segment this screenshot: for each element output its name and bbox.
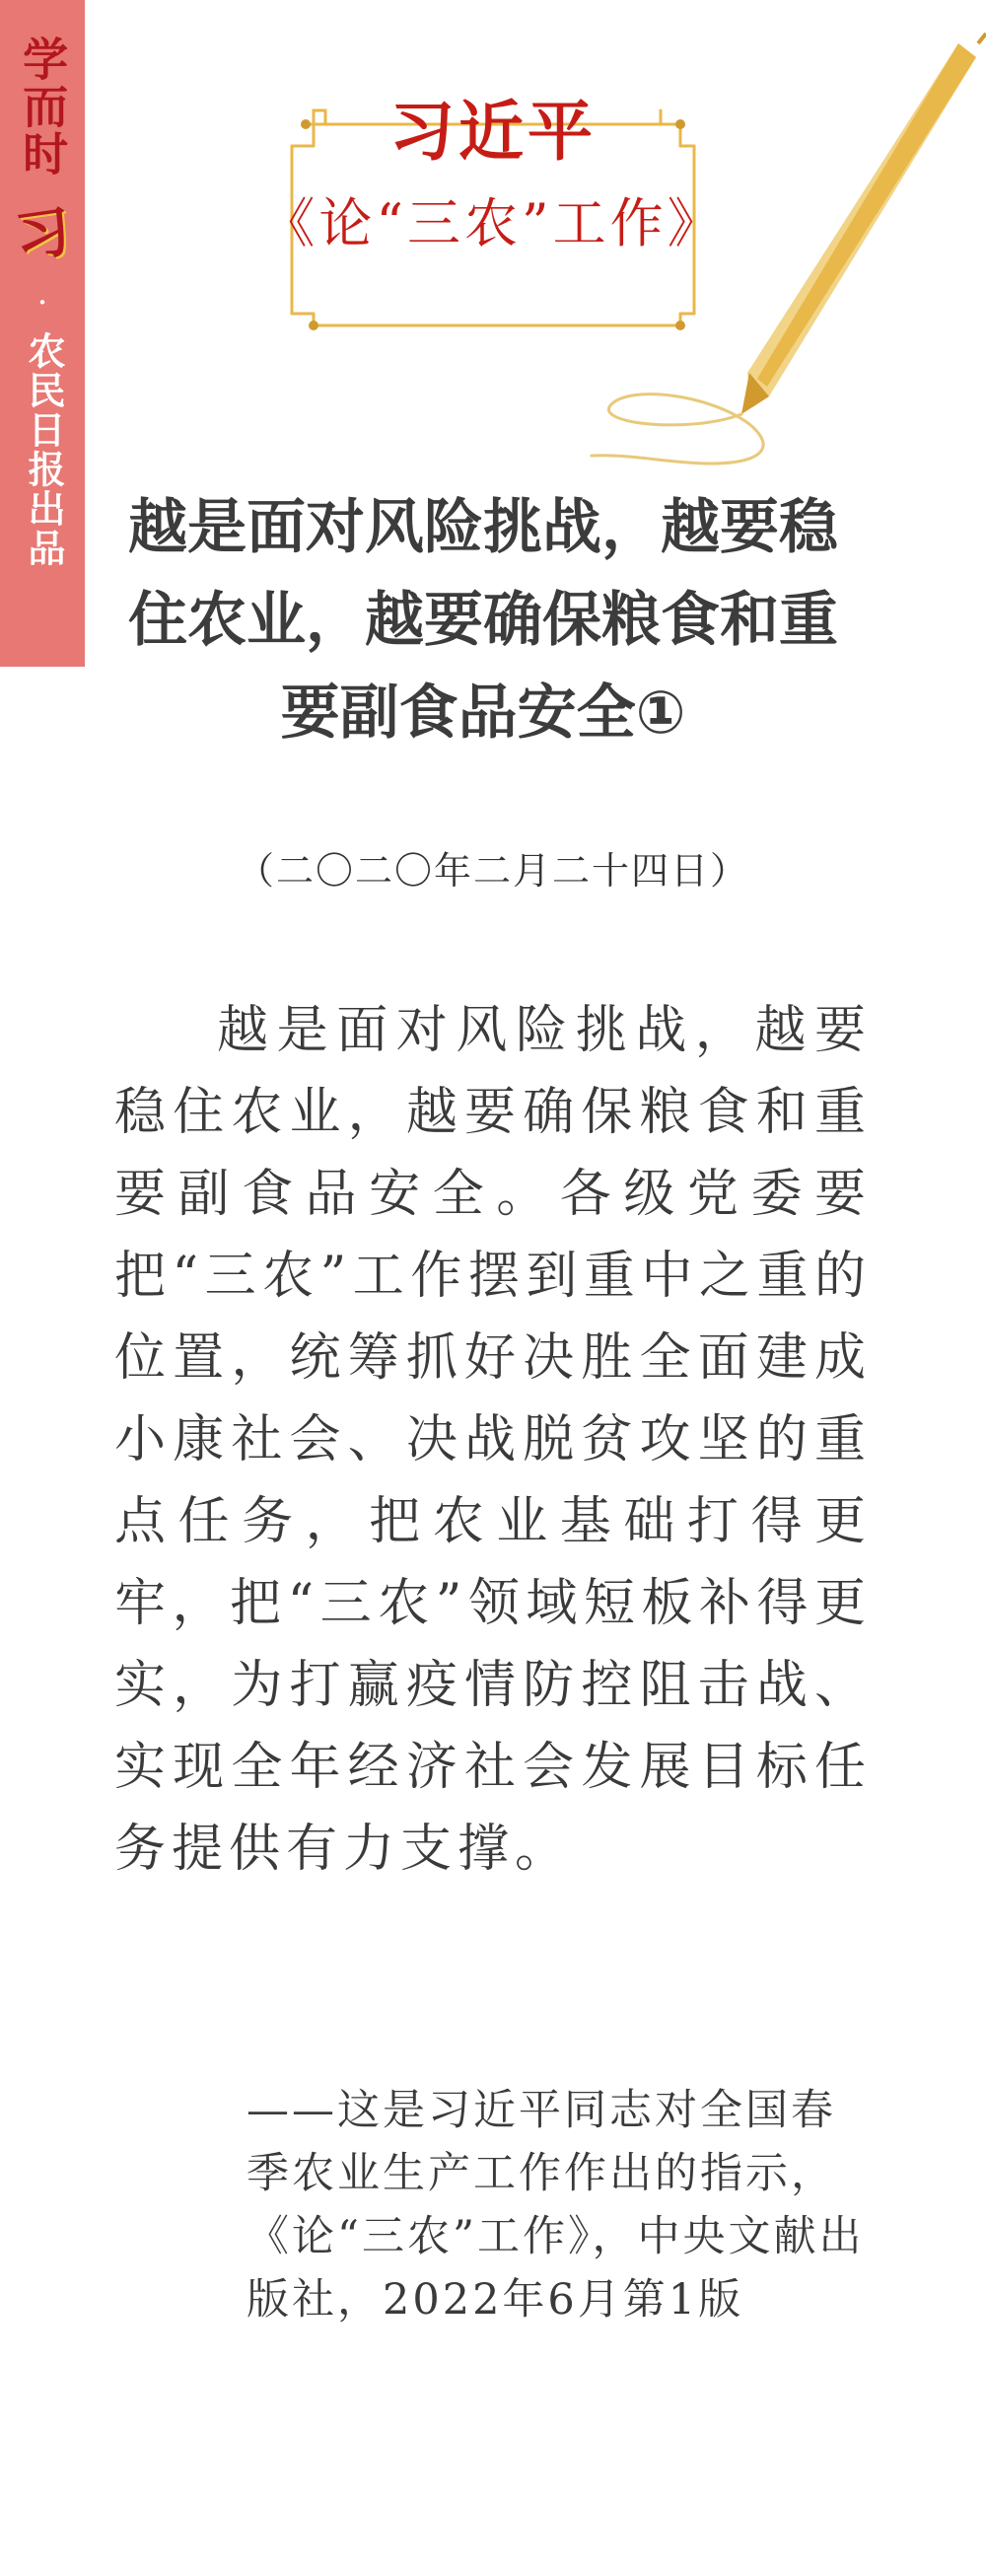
source-attribution: ——这是习近平同志对全国春季农业生产工作作出的指示，《论“三农”工作》，中央文献出版社，2022年6月第1版: [246, 2086, 865, 2325]
title-frame: [0, 0, 986, 473]
banner-bottom-chars: 农民日报出品: [21, 331, 65, 568]
body-paragraph: 越是面对风险挑战，越要稳住农业，越要确保粮食和重要副食品安全。各级党委要把“三农”工作摆到重中之重的位置，统筹抓好决胜全面建成小康社会、决战脱贫攻坚的重点任务，把农业基础打得更牢，把“三农”领域短板补得更实，为打赢疫情防控阻击战、实现全年经济社会发展目标任务提供有力支撑。: [114, 1001, 872, 1879]
pen-swirl: [592, 394, 763, 464]
banner-xi-logo: 习: [11, 198, 75, 271]
date-line: （二〇二〇年二月二十四日）: [236, 849, 749, 893]
title-author: 习近平: [389, 94, 597, 170]
headline: 越是面对风险挑战，越要稳住农业，越要确保粮食和重要副食品安全①: [128, 493, 838, 748]
banner-top-chars: 学而时: [16, 36, 70, 178]
title-book: 《论“三农”工作》: [261, 192, 725, 254]
banner-separator: ·: [36, 283, 48, 322]
